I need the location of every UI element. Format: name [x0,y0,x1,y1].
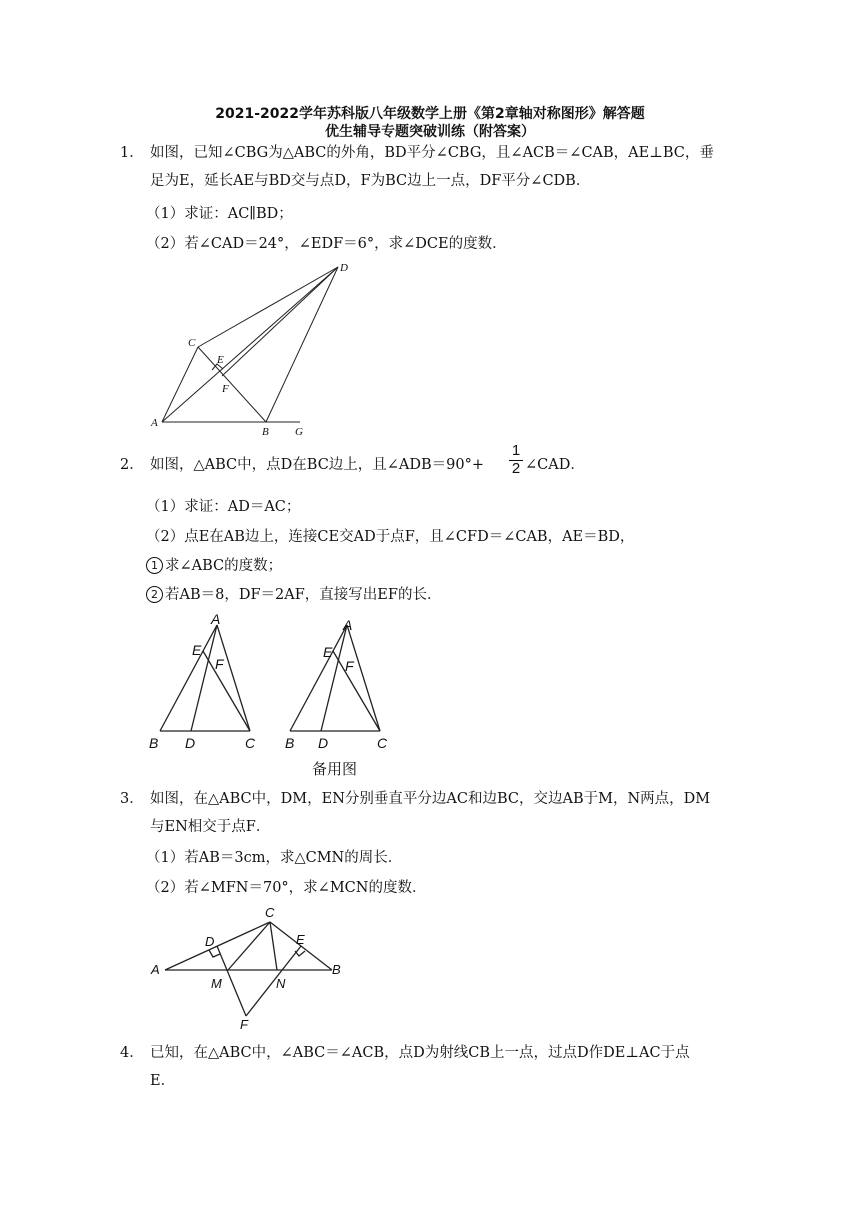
fraction-denominator: 2 [509,460,523,476]
problem-3-line-2: 与EN相交于点F． [150,819,271,835]
problem-2-label: D [185,735,196,751]
problem-3-label: C [265,905,275,920]
problem-3-label: D [205,934,215,949]
problem-1-line-2: 足为E，延长AE与BD交与点D，F为BC边上一点，DF平分∠CDB． [150,173,591,189]
problem-3-label: B [332,962,341,977]
circled-number-2: 2 [146,586,163,603]
problem-2-subpart-2: 2 若AB＝8，DF＝2AF，直接写出EF的长． [146,585,441,605]
problem-3-number: 3． [120,791,144,807]
problem-2-part-1: （1）求证：AD＝AC； [146,499,301,515]
problem-3-label: A [151,962,160,977]
problem-1-label: G [295,426,303,438]
problem-1-label: C [188,337,196,349]
problem-2-line-1: 如图，△ABC中，点D在BC边上，且∠ADB＝90°+ [150,457,485,473]
problem-3-figure [145,902,355,1037]
problem-2-label: C [245,735,256,751]
problem-2-spare-label: B [285,735,295,751]
problem-1-figure [145,255,370,445]
problem-3-label: M [211,976,222,991]
problem-3-label: N [276,976,286,991]
problem-4-line-1: 已知，在△ABC中，∠ABC＝∠ACB，点D为射线CB上一点，过点D作DE⊥AC于点 [150,1045,690,1061]
problem-2-figure-spare [275,610,400,755]
problem-2-label: A [211,611,221,627]
problem-1-label: F [222,383,229,395]
problem-2-label: E [192,642,202,658]
problem-1-line-1: 如图，已知∠CBG为△ABC的外角，BD平分∠CBG，且∠ACB＝∠CAB，AE⊥BC，垂 [150,145,714,161]
problem-1-label: B [262,426,269,438]
problem-2-spare-label: D [318,735,329,751]
document-title-line1: 2021-2022学年苏科版八年级数学上册《第2章轴对称图形》解答题 [215,106,645,122]
problem-2-number: 2． [120,457,144,473]
problem-4-number: 4． [120,1045,144,1061]
problem-2-spare-label: A [343,617,353,633]
problem-2-subpart-1: 1 求∠ABC的度数； [146,556,282,576]
problem-1-label: E [217,354,224,366]
problem-3-label: E [296,932,305,947]
problem-2-label: B [149,735,159,751]
document-title-line2: 优生辅导专题突破训练（附答案） [325,124,535,140]
one-half-fraction [509,443,523,476]
problem-2-spare-label: E [323,644,333,660]
problem-2-spare-label: F [345,658,354,674]
spare-figure-caption: 备用图 [312,760,358,778]
problem-2-label: F [215,656,224,672]
problem-3-label: F [240,1017,248,1032]
problem-1-label: A [151,417,158,429]
problem-3-part-1: （1）若AB＝3cm，求△CMN的周长． [146,850,403,866]
problem-2-part-2: （2）点E在AB边上，连接CE交AD于点F，且∠CFD＝∠CAB，AE＝BD， [146,529,635,545]
problem-2-line-1-end: ∠CAD． [525,457,585,473]
problem-2-figure-main [145,610,270,755]
problem-1-part-1: （1）求证：AC∥BD； [146,206,293,222]
problem-1-number: 1． [120,145,144,161]
circled-number-1: 1 [146,557,163,574]
problem-1-part-2: （2）若∠CAD＝24°，∠EDF＝6°，求∠DCE的度数． [146,236,507,252]
problem-4-line-2: E． [150,1073,176,1089]
problem-2-spare-label: C [377,735,388,751]
fraction-numerator: 1 [511,442,521,459]
problem-3-part-2: （2）若∠MFN＝70°，求∠MCN的度数． [146,880,427,896]
problem-1-label: D [340,262,348,274]
problem-3-line-1: 如图，在△ABC中，DM，EN分别垂直平分边AC和边BC，交边AB于M，N两点，DM [150,791,711,807]
